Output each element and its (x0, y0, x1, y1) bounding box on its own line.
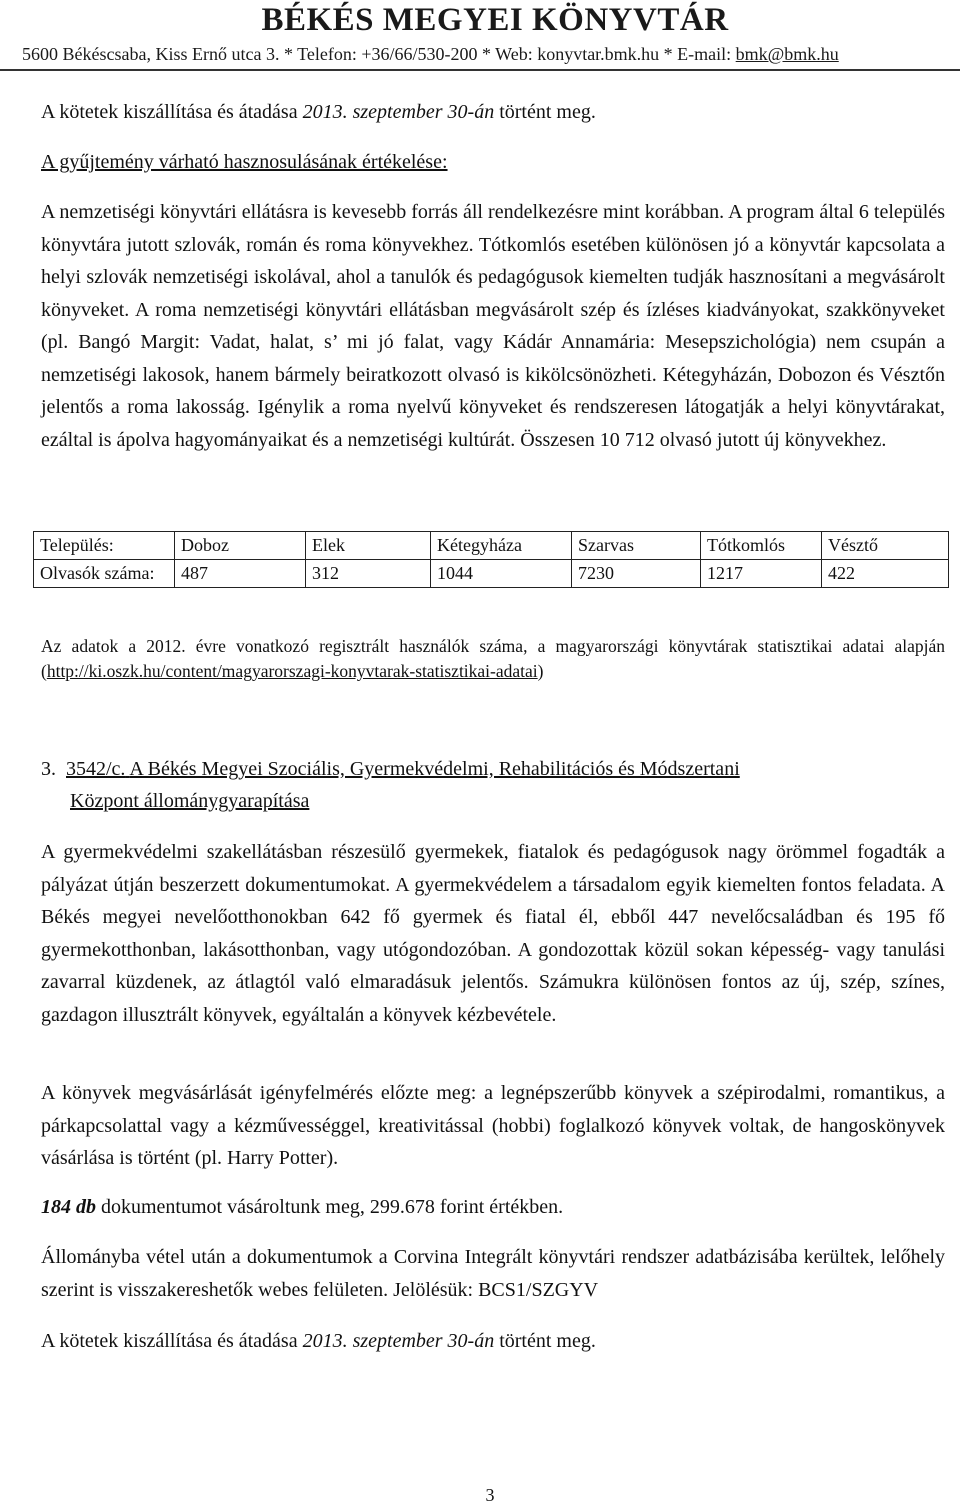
evaluation-heading: A gyűjtemény várható hasznosulásának értékelése: (41, 151, 448, 173)
contact-line (22, 44, 952, 65)
table-cell: 422 (822, 560, 949, 588)
child-protection-paragraph: A gyermekvédelmi szakellátásban részesülő gyermekek, fiatalok és pedagógusok nagy örömmel fogadták a pályázat útján beszerzett dokumentumokat. A gyermekvédelem a társadalom egyik kiemelten fontos feladata. A Békés megyei nevelőotthonokban 642 fő gyermek és fiatal él, ebből 447 nevelőcsaládban és 195 fő gyermekotthonban, lakásotthonban, vagy utógondozóban. A gondozottak közül sokan képesség- vagy tanulási zavarral küzdenek, az átlagtól való elmaradásuk jelentős. Számukra különösen fontos az új, szép, színes, gazdagon illusztrált könyvek, egyáltalán a könyvek kézbevétele. (41, 841, 945, 1026)
table-cell: Elek (306, 532, 431, 560)
table-cell: Szarvas (572, 532, 701, 560)
delivery-text: A kötetek kiszállítása és átadása (41, 1330, 303, 1352)
table-row (34, 532, 949, 560)
purchase-summary (41, 1191, 945, 1224)
survey-paragraph: A könyvek megvásárlását igényfelmérés előzte meg: a legnépszerűbb könyvek a szépirodalmi, romantikus, a párkapcsolattal vagy a kézművességgel, kreativitással (hobbi) foglalkozó könyvek voltak, de hangoskönyvek vásárlása is történt (pl. Harry Potter). (41, 1082, 945, 1169)
table-cell: 1217 (701, 560, 822, 588)
section-heading (41, 753, 945, 786)
note-text: Az adatok a 2012. évre vonatkozó regisztrált használók száma, a magyarországi könyvtárak statisztikai adatai alapján ( (41, 636, 945, 681)
section-title-line2: Központ állománygyarapítása (70, 790, 310, 812)
note-text-end: ) (537, 661, 544, 681)
table-cell: Olvasók száma: (34, 560, 175, 588)
delivery-date: 2013. szeptember 30-án (302, 1330, 495, 1352)
readers-table (33, 531, 949, 588)
table-cell: 7230 (572, 560, 701, 588)
statistics-link[interactable]: http://ki.oszk.hu/content/magyarorszagi-konyvtarak-statisztikai-adatai (46, 661, 538, 681)
delivery-date: 2013. szeptember 30-án (302, 101, 495, 123)
catalog-paragraph: Állományba vétel után a dokumentumok a Corvina Integrált könyvtári rendszer adatbázisába kerültek, lelőhely szerint is visszakereshetők webes felületen. Jelölésük: BCS1/SZGYV (41, 1246, 945, 1301)
delivery-statement-2 (41, 1325, 945, 1358)
email-link[interactable]: bmk@bmk.hu (735, 44, 839, 64)
delivery-text-end: történt meg. (494, 1330, 596, 1352)
delivery-text: A kötetek kiszállítása és átadása (41, 101, 303, 123)
library-name: BÉKÉS MEGYEI KÖNYVTÁR (261, 2, 729, 38)
table-cell: Kétegyháza (431, 532, 572, 560)
evaluation-paragraph: A nemzetiségi könyvtári ellátásra is kevesebb forrás áll rendelkezésre mint korábban. A program által 6 település könyvtára jutott szlovák, román és roma könyvekhez. Tótkomlós esetében különösen jó a könyvtár kapcsolata a helyi szlovák nemzetiségi iskolával, ahol a tanulók és pedagógusok kiemelten tudják hasznosítani a megvásárolt könyveket. A roma nemzetiségi könyvtári ellátásban megvásárolt szép és ízléses kiadványokat, szakkönyveket (pl. Bangó Margit: Vadat, halat, s’ mi jó falat, vagy Kádár Annamária: Mesepszichológia) nem csupán a nemzetiségi lakosok, hanem bármely beiratkozott olvasó is kikölcsönözheti. Kétegyházán, Dobozon és Vésztőn jelentős a roma lakosság. Igénylik a roma nyelvű könyveket és rendszeresen látogatják a helyi könyvtárakat, ezáltal is ápolva hagyományaikat és a nemzetiségi kultúrát. Összesen 10 712 olvasó jutott új könyvekhez. (41, 201, 945, 451)
document-count: 184 db (41, 1196, 96, 1218)
table-cell: 312 (306, 560, 431, 588)
table-cell: Tótkomlós (701, 532, 822, 560)
header-divider (0, 69, 960, 71)
section-code: 3542/c. (66, 758, 126, 780)
table-cell: Vésztő (822, 532, 949, 560)
table-cell: Település: (34, 532, 175, 560)
contact-text: 5600 Békéscsaba, Kiss Ernő utca 3. * Telefon: +36/66/530-200 * Web: konyvtar.bmk.hu * E-mail: (22, 44, 736, 64)
section-number: 3. (41, 758, 56, 780)
data-source-note (41, 634, 945, 684)
delivery-text-end: történt meg. (494, 101, 596, 123)
table-cell: Doboz (175, 532, 306, 560)
purchase-text: dokumentumot vásároltunk meg, 299.678 forint értékben. (96, 1196, 564, 1218)
table-cell: 487 (175, 560, 306, 588)
table-row (34, 560, 949, 588)
page-number: 3 (485, 1485, 495, 1505)
section-title-line1: A Békés Megyei Szociális, Gyermekvédelmi, Rehabilitációs és Módszertani (129, 758, 740, 780)
delivery-statement (41, 96, 945, 129)
table-cell: 1044 (431, 560, 572, 588)
